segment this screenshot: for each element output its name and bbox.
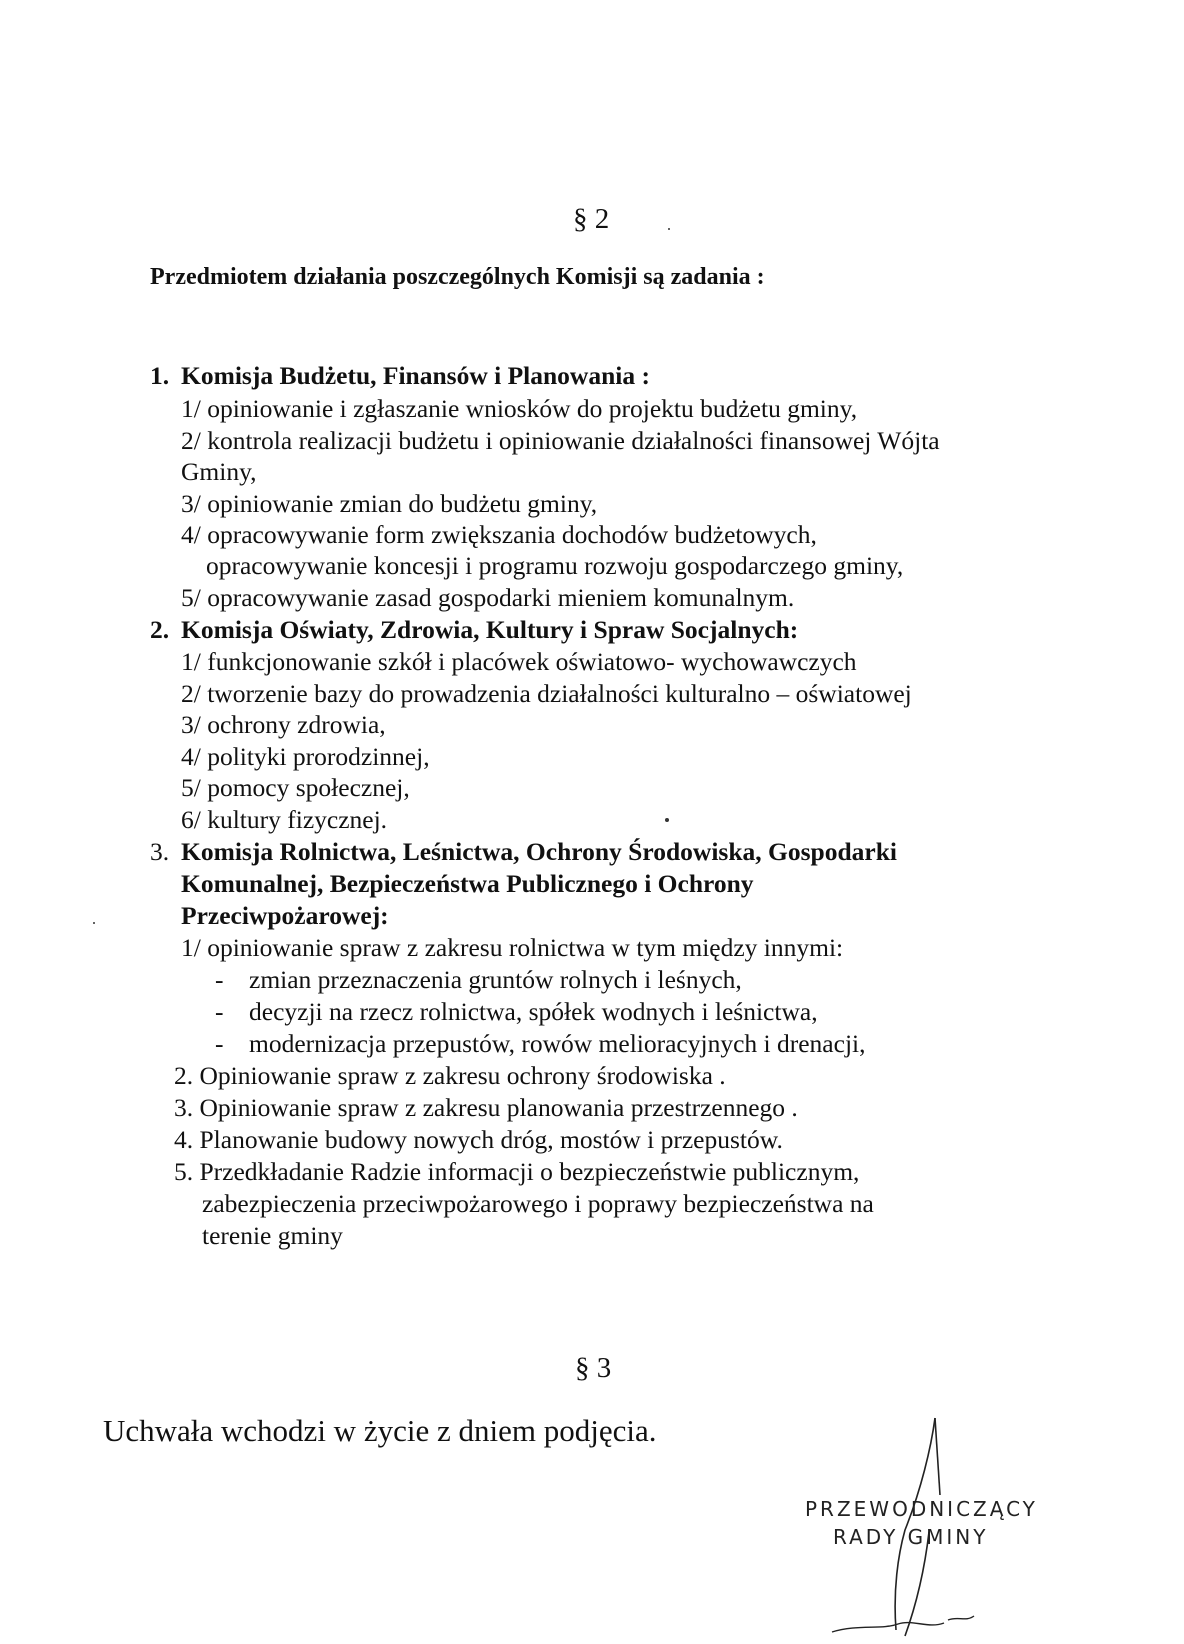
stamp-line-2: RADY GMINY: [833, 1525, 989, 1549]
committee-2-item: 6/ kultury fizycznej.: [181, 805, 388, 834]
sub-item-dash: -: [215, 997, 224, 1026]
committee-3-item: 4. Planowanie budowy nowych dróg, mostów i przepustów.: [174, 1125, 783, 1154]
committee-2-item: 5/ pomocy społecznej,: [181, 773, 410, 802]
committee-3-number: 3.: [150, 837, 170, 866]
sub-item-dash: -: [215, 965, 224, 994]
stamp-line-1: PRZEWODNICZĄCY: [805, 1497, 1038, 1521]
committee-3-name: Komisja Rolnictwa, Leśnictwa, Ochrony Środowiska, Gospodarki: [181, 837, 897, 866]
committee-3-name: Przeciwpożarowej:: [181, 901, 389, 930]
scan-speck: [668, 228, 670, 230]
sub-item: decyzji na rzecz rolnictwa, spółek wodnych i leśnictwa,: [249, 997, 818, 1026]
committee-2-item: 1/ funkcjonowanie szkół i placówek oświatowo- wychowawczych: [181, 647, 857, 676]
committee-1-item: 1/ opiniowanie i zgłaszanie wniosków do projektu budżetu gminy,: [181, 394, 858, 423]
committee-1-item: 2/ kontrola realizacji budżetu i opiniowanie działalności finansowej Wójta: [181, 426, 940, 455]
committee-2-item: 2/ tworzenie bazy do prowadzenia działalności kulturalno – oświatowej: [181, 679, 912, 708]
sub-item-dash: -: [215, 1029, 224, 1058]
closing-statement: Uchwała wchodzi w życie z dniem podjęcia.: [103, 1413, 657, 1448]
scan-speck: [93, 922, 95, 924]
committee-3-item-1: 1/ opiniowanie spraw z zakresu rolnictwa w tym między innymi:: [181, 933, 844, 962]
committee-3-item: 3. Opiniowanie spraw z zakresu planowania przestrzennego .: [174, 1093, 798, 1122]
committee-2-item: 4/ polityki prorodzinnej,: [181, 742, 430, 771]
section-3-title: § 3: [575, 1352, 612, 1384]
committee-1-item: 3/ opiniowanie zmian do budżetu gminy,: [181, 489, 598, 518]
committee-1-item: 5/ opracowywanie zasad gospodarki mieniem komunalnym.: [181, 583, 795, 612]
section-2-intro: Przedmiotem działania poszczególnych Komisji są zadania :: [150, 264, 765, 290]
committee-2-item: 3/ ochrony zdrowia,: [181, 710, 386, 739]
committee-3-name: Komunalnej, Bezpieczeństwa Publicznego i Ochrony: [181, 869, 754, 898]
committee-3-item: 2. Opiniowanie spraw z zakresu ochrony środowiska .: [174, 1061, 726, 1090]
sub-item: zmian przeznaczenia gruntów rolnych i leśnych,: [249, 965, 742, 994]
scan-speck: [665, 818, 669, 822]
section-2-title: § 2: [573, 203, 610, 235]
committee-3-item: zabezpieczenia przeciwpożarowego i poprawy bezpieczeństwa na: [202, 1189, 874, 1218]
sub-item: modernizacja przepustów, rowów melioracyjnych i drenacji,: [249, 1029, 866, 1058]
committee-3-item: 5. Przedkładanie Radzie informacji o bezpieczeństwie publicznym,: [174, 1157, 860, 1186]
committee-1-number: 1.: [150, 361, 170, 390]
committee-1-name: Komisja Budżetu, Finansów i Planowania :: [181, 361, 650, 390]
committee-3-item: terenie gminy: [202, 1221, 343, 1250]
committee-2-name: Komisja Oświaty, Zdrowia, Kultury i Spraw Socjalnych:: [181, 615, 799, 644]
committee-1-item: Gminy,: [181, 457, 257, 486]
committee-2-number: 2.: [150, 615, 170, 644]
committee-1-item: opracowywanie koncesji i programu rozwoju gospodarczego gminy,: [206, 551, 904, 580]
committee-1-item: 4/ opracowywanie form zwiększania dochodów budżetowych,: [181, 520, 817, 549]
